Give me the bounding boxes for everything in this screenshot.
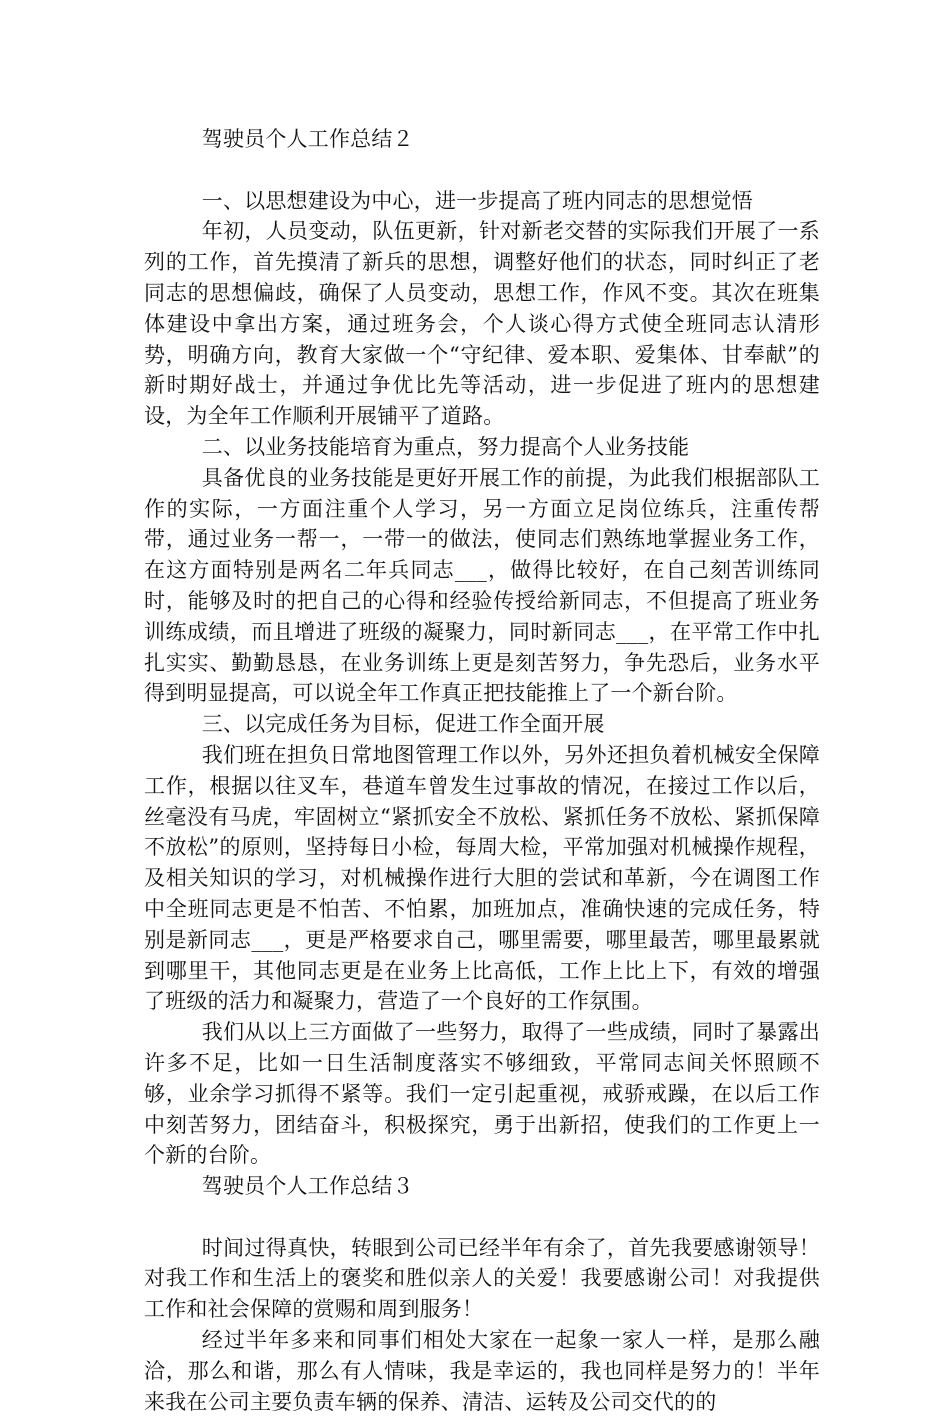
paragraph-summary: 我们从以上三方面做了一些努力，取得了一些成绩，同时了暴露出许多不足，比如一日生活制度落实不够细致，平常同志间关怀照顾不够，业余学习抓得不紧等。我们一定引起重视，戒骄戒躁，在以后工作中刻苦努力，团结奋斗，积极探究，勇于出新招，使我们的工作更上一个新的台阶。: [144, 1020, 820, 1168]
heading-skills: 二、以业务技能培育为重点，努力提高个人业务技能: [201, 434, 690, 459]
section-3-title: 驾驶员个人工作总结３: [201, 1174, 414, 1199]
heading-ideology: 一、以思想建设为中心，进一步提高了班内同志的思想觉悟: [201, 188, 753, 213]
paragraph-thanks: 时间过得真快，转眼到公司已经半年有余了，首先我要感谢领导！对我工作和生活上的褒奖和胜似亲人的关爱！我要感谢公司！对我提供工作和社会保障的赏赐和周到服务！: [144, 1235, 820, 1322]
paragraph-colleagues: 经过半年多来和同事们相处大家在一起象一家人一样，是那么融洽，那么和谐，那么有人情味，我是幸运的，我也同样是努力的！半年来我在公司主要负责车辆的保养、清洁、运转及公司交代的的: [144, 1328, 820, 1414]
paragraph-skills: 具备优良的业务技能是更好开展工作的前提，为此我们根据部队工作的实际，一方面注重个人学习，另一方面立足岗位练兵，注重传帮带，通过业务一帮一，一带一的做法，使同志们熟练地掌握业务工作，在这方面特别是两名二年兵同志___，做得比较好，在自己刻苦训练同时，能够及时的把自己的心得和经验传授给新同志，不但提高了班业务训练成绩，而且增进了班级的凝聚力，同时新同志___，在平常工作中扎扎实实、勤勤恳恳，在业务训练上更是刻苦努力，争先恐后，业务水平得到明显提高，可以说全年工作真正把技能推上了一个新台阶。: [144, 465, 820, 706]
heading-tasks: 三、以完成任务为目标，促进工作全面开展: [201, 712, 605, 737]
spacer: [144, 1202, 820, 1233]
paragraph-ideology: 年初，人员变动，队伍更新，针对新老交替的实际我们开展了一系列的工作，首先摸清了新兵的思想，调整好他们的状态，同时纠正了老同志的思想偏歧，确保了人员变动，思想工作，作风不变。其次在班集体建设中拿出方案，通过班务会，个人谈心得方式使全班同志认清形势，明确方向，教育大家做一个“守纪律、爱本职、爱集体、甘奉献”的新时期好战士，并通过争优比先等活动，进一步促进了班内的思想建设，为全年工作顺利开展铺平了道路。: [144, 219, 820, 429]
section-2-title: 驾驶员个人工作总结２: [201, 127, 414, 151]
paragraph-tasks: 我们班在担负日常地图管理工作以外，另外还担负着机械安全保障工作，根据以往叉车，巷道车曾发生过事故的情况，在接过工作以后，丝毫没有马虎，牢固树立“紧抓安全不放松、紧抓任务不放松、紧抓保障不放松”的原则，坚持每日小检，每周大检，平常加强对机械操作规程，及相关知识的学习，对机械操作进行大胆的尝试和革新，今在调图工作中全班同志更是不怕苦、不怕累，加班加点，准确快速的完成任务，特别是新同志___，更是严格要求自己，哪里需要，哪里最苦，哪里最累就到哪里干，其他同志更是在业务上比高低，工作上比上下，有效的增强了班级的活力和凝聚力，营造了一个良好的工作氛围。: [144, 742, 820, 1014]
spacer: [144, 155, 820, 186]
document-body: [144, 124, 820, 1417]
